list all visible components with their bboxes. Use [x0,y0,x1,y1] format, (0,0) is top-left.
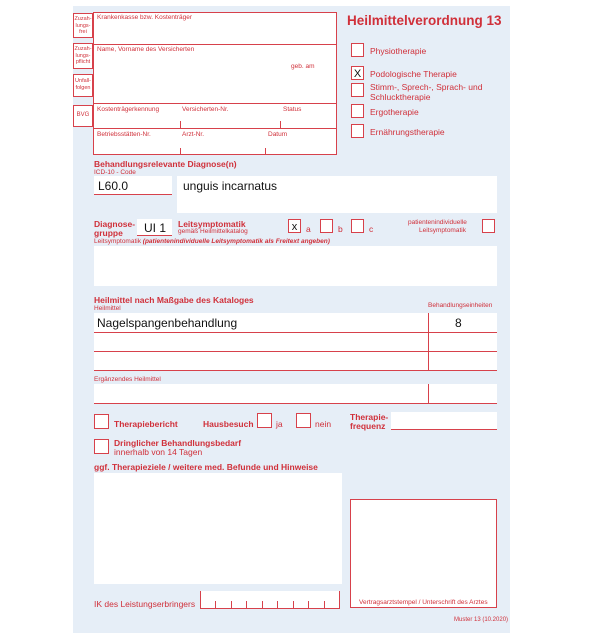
ernaehrung-label: Ernährungstherapie [370,127,445,137]
leit-c-label: c [369,224,374,234]
ergotherapie-label: Ergotherapie [370,107,419,117]
physiotherapie-checkbox[interactable] [351,43,364,57]
krankenkasse-label: Krankenkasse bzw. Kostenträger [97,14,193,21]
zuzahlungsfrei-box[interactable]: Zuzah- lungs- frei [73,13,93,38]
individuell-label-1: patientenindividuelle [408,219,467,226]
hausbesuch-ja-label: ja [276,419,283,429]
kostentraeger-label: Kostenträgerkennung [97,106,160,113]
stimme-label: Stimm-, Sprech-, Sprach- und Schlucktherapie [370,82,483,102]
datum-label: Datum [268,131,288,138]
podologie-label: Podologische Therapie [370,69,457,79]
individuell-label-2: Leitsymptomatik [419,227,466,234]
podologie-mark: X [353,68,362,80]
leit-b-label: b [338,224,343,234]
individuell-checkbox[interactable] [482,219,495,233]
freitext-label: Leitsymptomatik (patientenindividuelle Leitsymptomatik als Freitext angeben) [94,238,330,245]
behandlungseinheiten-label: Behandlungseinheiten [428,302,493,309]
leit-a-mark: x [291,221,298,233]
leitsymptomatik-sub: gemäß Heilmittelkatalog [178,228,248,235]
ergotherapie-checkbox[interactable] [351,104,364,118]
icd-value: L60.0 [98,179,129,193]
physiotherapie-label: Physiotherapie [370,46,427,56]
freitext-field[interactable] [94,246,497,286]
heilmittel-row-1-units[interactable]: 8 [455,316,462,330]
unfallfolgen-box[interactable]: Unfall- folgen [73,74,93,97]
ergaenzend-field[interactable] [94,384,497,404]
name-label: Name, Vorname des Versicherten [97,46,195,53]
ik-field[interactable] [200,591,340,609]
leitsymptomatik-label: Leitsymptomatik [178,219,246,229]
therapiebericht-label: Therapiebericht [114,419,178,429]
diagnosegruppe-value: UI 1 [144,221,167,235]
leit-b-checkbox[interactable] [320,219,333,233]
versicherten-label: Versicherten-Nr. [182,106,229,113]
hausbesuch-label: Hausbesuch [203,419,254,429]
ik-label: IK des Leistungserbringers [94,599,196,609]
diagnosis-heading: Behandlungsrelevante Diagnose(n) [94,159,237,169]
hausbesuch-nein-checkbox[interactable] [296,413,311,428]
frequenz-label-2: frequenz [350,421,386,431]
ernaehrung-checkbox[interactable] [351,124,364,138]
bvg-box[interactable]: BVG [73,105,93,127]
dringlich-sub-label: innerhalb von 14 Tagen [114,447,203,457]
therapieziele-field[interactable] [94,473,342,584]
heilmittel-heading: Heilmittel nach Maßgabe des Kataloges [94,295,254,305]
frequenz-field[interactable] [391,412,497,430]
form-title: Heilmittelverordnung 13 [347,13,502,28]
arztstempel-label: Vertragsarztstempel / Unterschrift des Arztes [359,599,488,606]
betriebsstaette-label: Betriebsstätten-Nr. [97,131,151,138]
arzt-label: Arzt-Nr. [182,131,205,138]
diagnosegruppe-label-2: gruppe [94,228,123,238]
zuzahlungspflicht-box[interactable]: Zuzah- lungs- pflicht [73,43,93,69]
arztstempel-box[interactable] [350,499,497,608]
dringlich-label: Dringlicher Behandlungsbedarf [114,438,242,448]
frequenz-label-1: Therapie- [350,412,389,422]
hausbesuch-nein-label: nein [315,419,332,429]
leit-c-checkbox[interactable] [351,219,364,233]
form-footer: Muster 13 (10.2020) [454,617,509,623]
therapieziele-heading: ggf. Therapieziele / weitere med. Befunde und Hinweise [94,462,318,472]
leit-a-label: a [306,224,311,234]
ergaenzend-label: Ergänzendes Heilmittel [94,376,161,383]
heilmittel-row-1-name[interactable]: Nagelspangenbehandlung [97,316,238,330]
status-label: Status [283,106,302,113]
stimme-checkbox[interactable] [351,83,364,97]
diagnosis-text-value: unguis incarnatus [183,179,278,193]
hausbesuch-ja-checkbox[interactable] [257,413,272,428]
dringlich-checkbox[interactable] [94,439,109,454]
birthdate-label: geb. am [291,63,315,70]
diagnosegruppe-label-1: Diagnose- [94,219,136,229]
therapiebericht-checkbox[interactable] [94,414,109,429]
icd-label: ICD-10 - Code [94,169,136,176]
heilmittel-col-label: Heilmittel [94,305,121,312]
